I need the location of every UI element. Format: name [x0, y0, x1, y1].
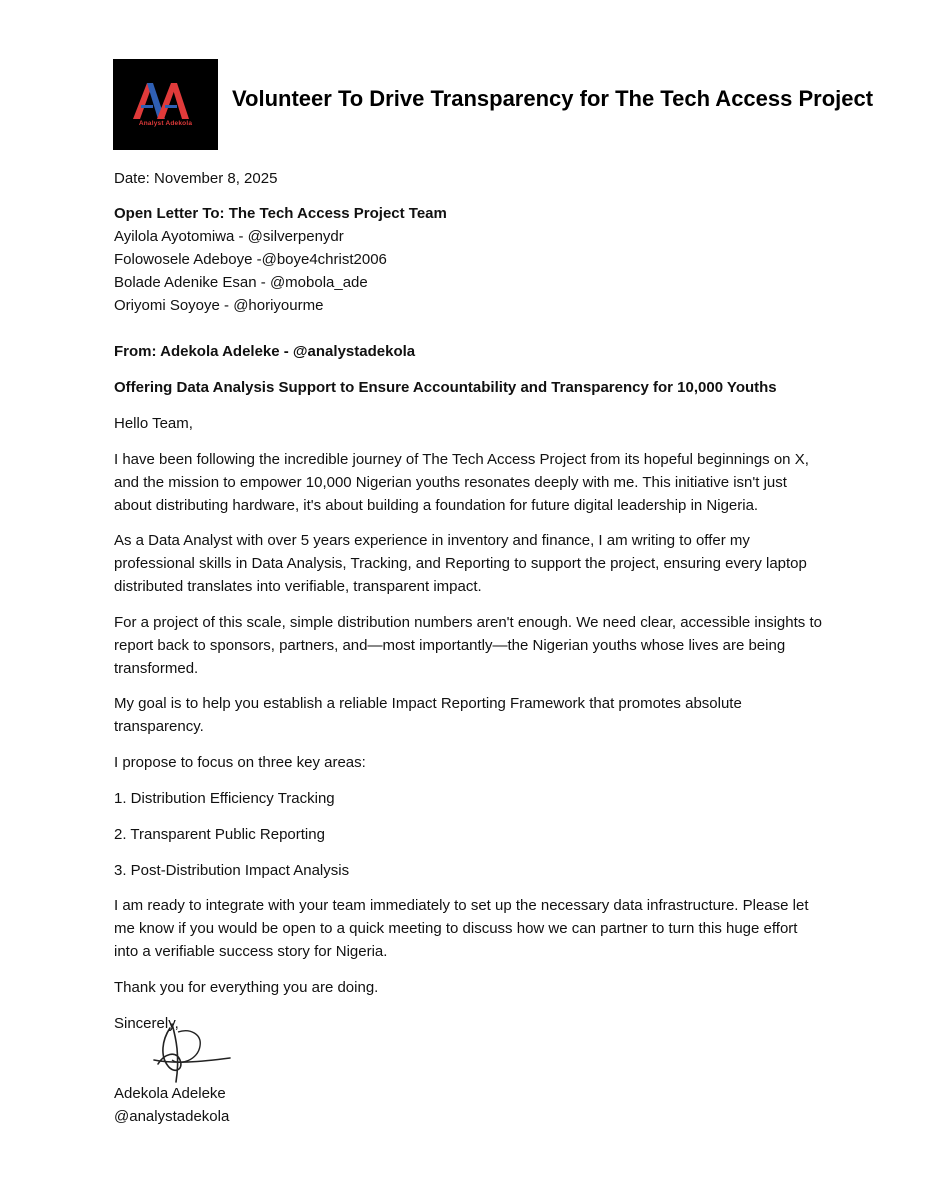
recipients-heading: Open Letter To: The Tech Access Project Team	[114, 205, 447, 222]
focus-area-item: 3. Post-Distribution Impact Analysis	[114, 862, 350, 879]
signature-icon	[150, 1020, 240, 1090]
paragraph-line: I have been following the incredible journey of The Tech Access Project from its hopeful beginnings on X,	[114, 451, 809, 468]
paragraph-line: professional skills in Data Analysis, Tracking, and Reporting to support the project, ensuring every laptop	[114, 555, 807, 572]
paragraph-line: me know if you would be open to a quick meeting to discuss how we can partner to turn this huge effort	[114, 920, 798, 937]
paragraph-line: transformed.	[114, 660, 199, 677]
paragraph-line: about distributing hardware, it's about building a foundation for future digital leadership in Nigeria.	[114, 497, 759, 514]
paragraph-line: As a Data Analyst with over 5 years experience in inventory and finance, I am writing to offer my	[114, 532, 750, 549]
recipient-name: Oriyomi Soyoye - @horiyourme	[114, 297, 324, 314]
paragraph-line: I am ready to integrate with your team immediately to set up the necessary data infrastructure. Please let	[114, 897, 809, 914]
letter-date: Date: November 8, 2025	[114, 170, 278, 187]
focus-area-item: 2. Transparent Public Reporting	[114, 826, 325, 843]
logo-mark-icon	[113, 59, 218, 150]
paragraph-line: My goal is to help you establish a reliable Impact Reporting Framework that promotes absolute	[114, 695, 742, 712]
paragraph-line: and the mission to empower 10,000 Nigerian youths resonates deeply with me. This initiative isn't just	[114, 474, 787, 491]
sender-line: From: Adekola Adeleke - @analystadekola	[114, 343, 416, 360]
logo	[113, 59, 218, 150]
paragraph-line: distributed translates into verifiable, transparent impact.	[114, 578, 482, 595]
recipient-name: Ayilola Ayotomiwa - @silverpenydr	[114, 228, 344, 245]
logo-text: Analyst Adekola	[138, 120, 193, 127]
focus-area-item: 1. Distribution Efficiency Tracking	[114, 790, 335, 807]
letter-subject: Offering Data Analysis Support to Ensure Accountability and Transparency for 10,000 Youths	[114, 379, 777, 396]
signature-handle: @analystadekola	[114, 1108, 230, 1125]
page-title: Volunteer To Drive Transparency for The Tech Access Project	[232, 86, 874, 111]
signature-name: Adekola Adeleke	[114, 1085, 226, 1102]
recipient-name: Folowosele Adeboye -@boye4christ2006	[114, 251, 387, 268]
focus-intro: I propose to focus on three key areas:	[114, 754, 366, 771]
paragraph-line: report back to sponsors, partners, and—most importantly—the Nigerian youths whose lives are being	[114, 637, 786, 654]
signoff: Sincerely,	[114, 1015, 179, 1032]
greeting: Hello Team,	[114, 415, 193, 432]
paragraph-line: into a verifiable success story for Nigeria.	[114, 943, 388, 960]
paragraph-line: For a project of this scale, simple distribution numbers aren't enough. We need clear, accessible insights to	[114, 614, 822, 631]
paragraph-line: transparency.	[114, 718, 204, 735]
thanks-line: Thank you for everything you are doing.	[114, 979, 379, 996]
recipient-name: Bolade Adenike Esan - @mobola_ade	[114, 274, 368, 291]
